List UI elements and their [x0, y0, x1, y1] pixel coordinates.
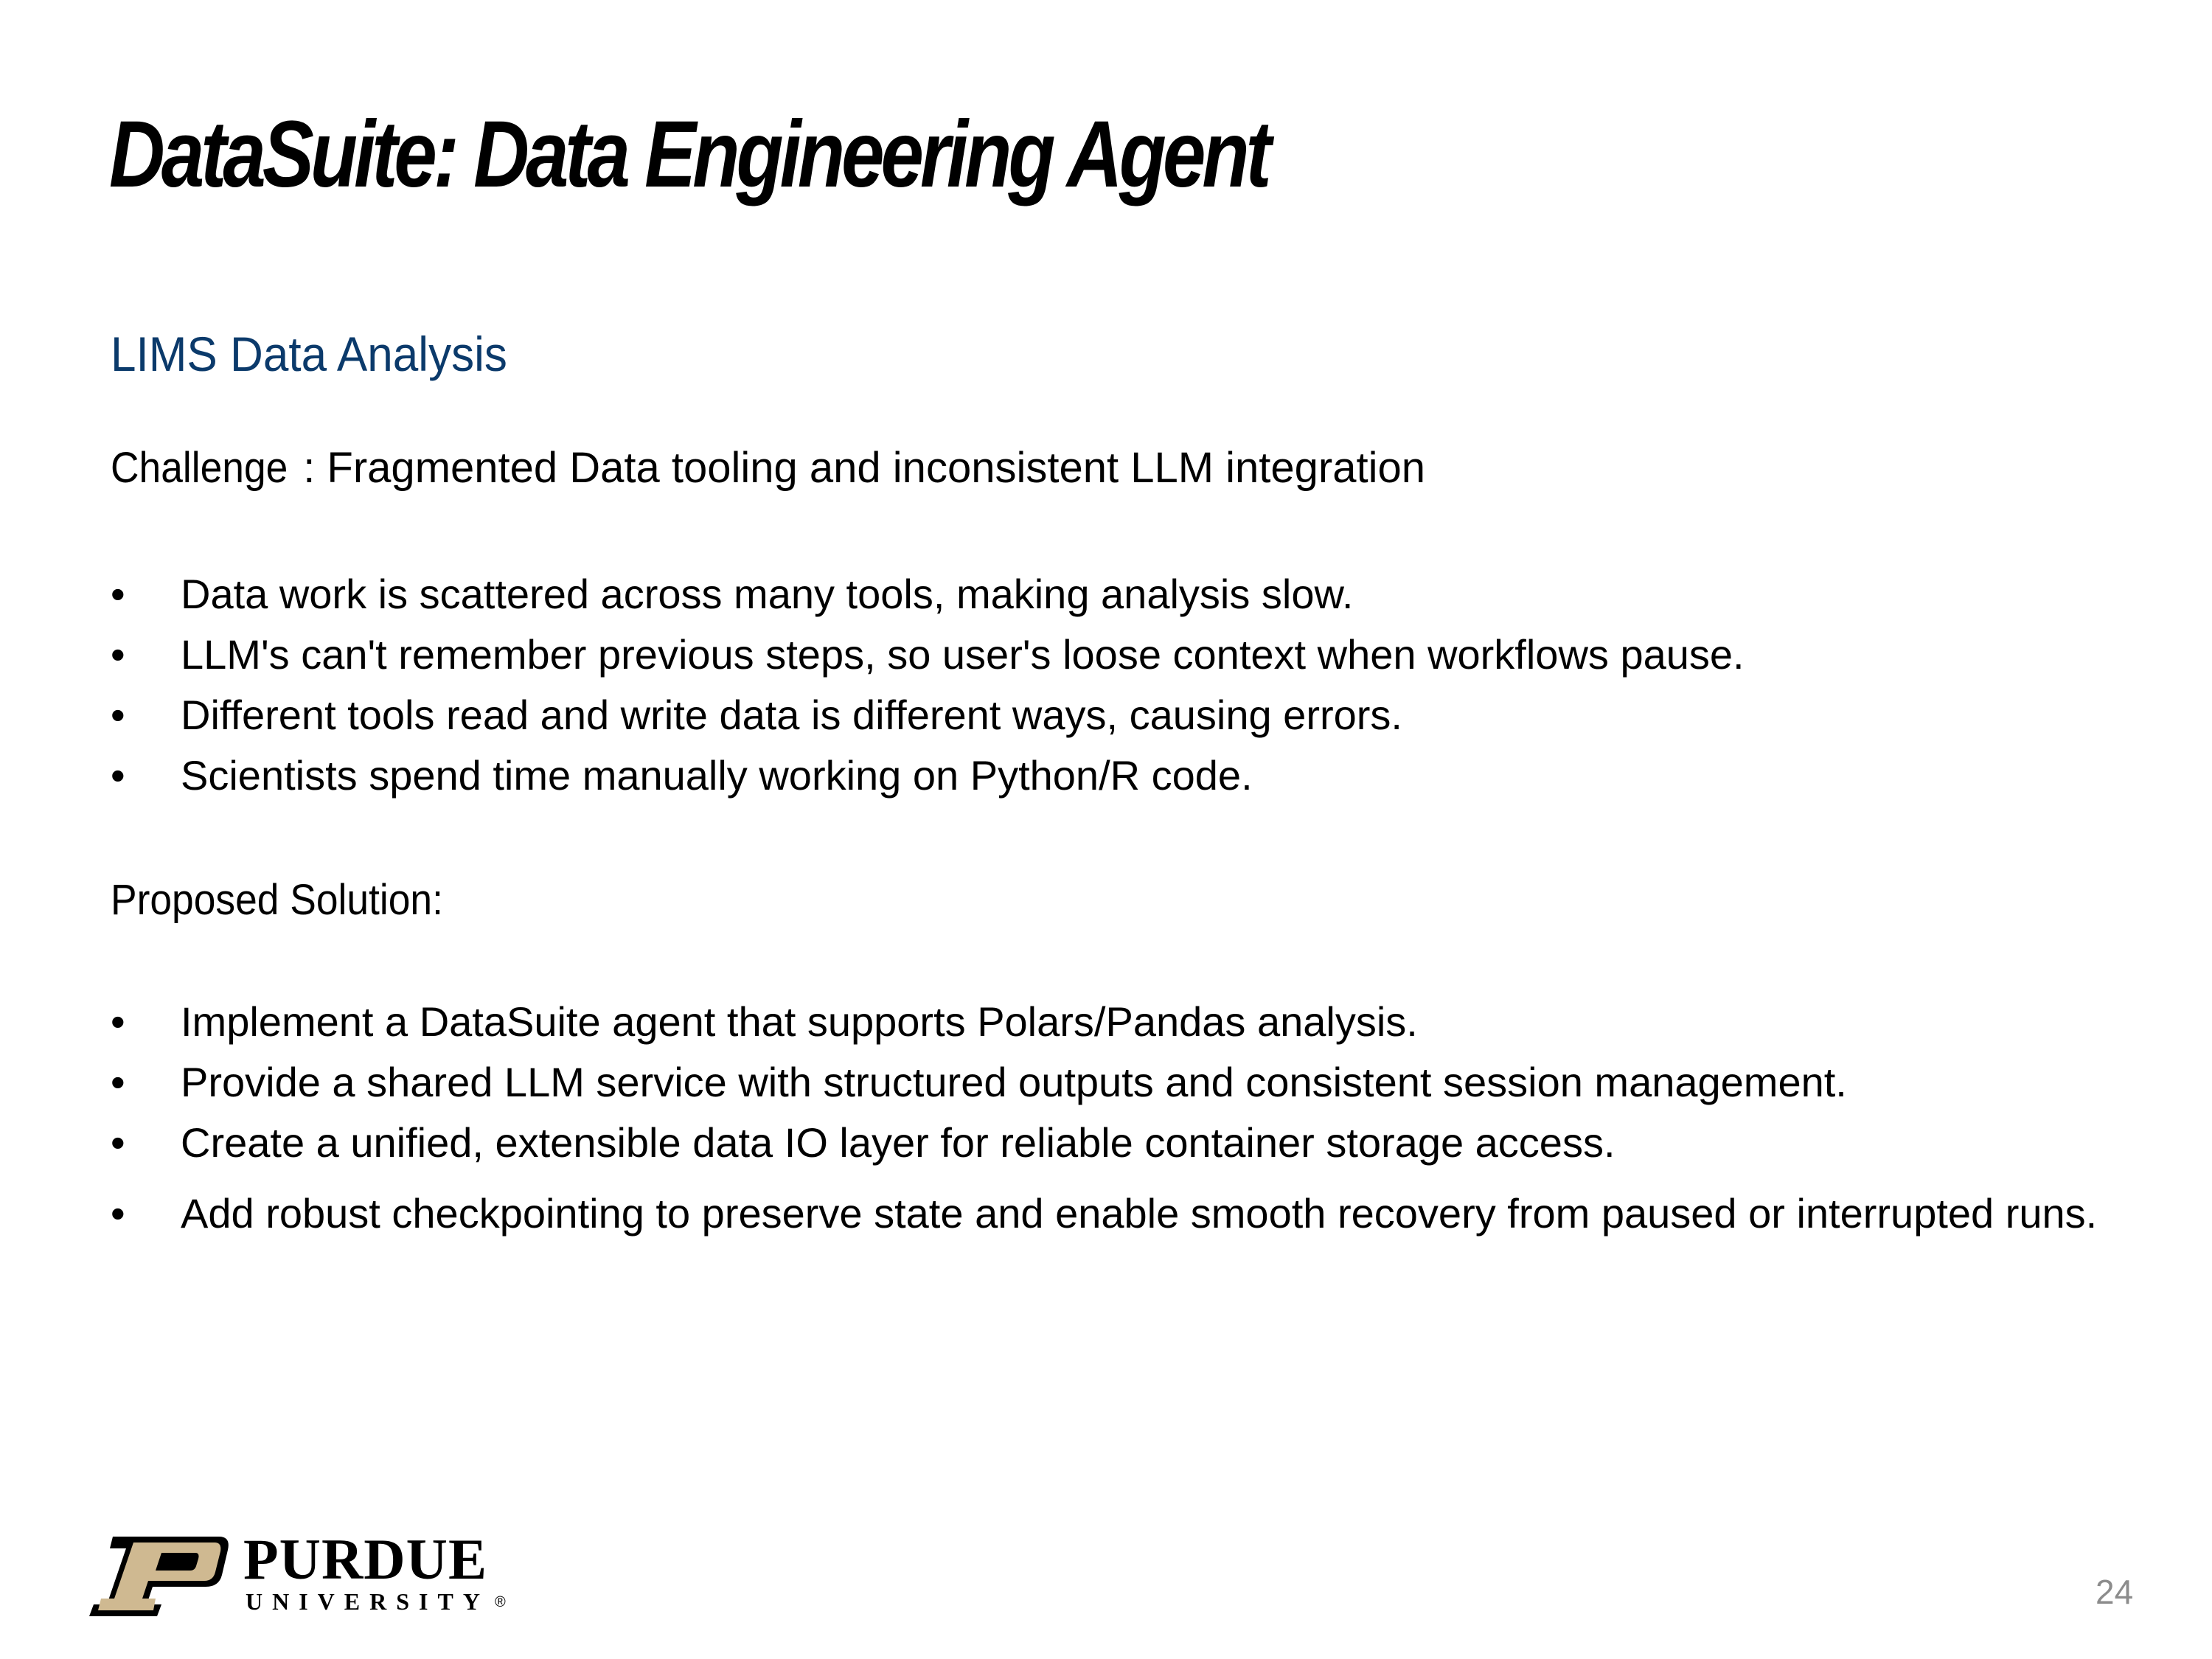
- bullet-icon: •: [111, 1119, 125, 1166]
- purdue-p-icon: [85, 1531, 232, 1619]
- list-item: [111, 571, 1745, 634]
- solution-heading: Proposed Solution:: [111, 876, 443, 924]
- list-item-text: Scientists spend time manually working on Python/R code.: [181, 752, 1253, 799]
- list-item-text: Different tools read and write data is different ways, causing errors.: [181, 692, 1402, 738]
- bullet-icon: •: [111, 692, 125, 738]
- list-item: [111, 998, 2135, 1062]
- list-item-text: Add robust checkpointing to preserve state and enable smooth recovery from paused or interrupted runs.: [181, 1190, 2098, 1237]
- bullet-icon: •: [111, 631, 125, 678]
- logo-wordmark: PURDUE: [243, 1527, 487, 1591]
- list-item: [111, 1059, 2135, 1122]
- list-item: [111, 1119, 2135, 1183]
- challenge-line: [111, 444, 1425, 492]
- registered-mark: ®: [495, 1594, 506, 1610]
- bullet-icon: •: [111, 1190, 125, 1237]
- list-item: [111, 631, 1745, 695]
- list-item: [111, 692, 1745, 755]
- bullet-icon: •: [111, 571, 125, 617]
- logo-subtext: UNIVERSITY: [246, 1588, 490, 1615]
- list-item: [111, 1183, 2135, 1243]
- bullet-icon: •: [111, 752, 125, 799]
- list-item-text: Implement a DataSuite agent that supports Polars/Pandas analysis.: [181, 998, 1418, 1045]
- bullet-icon: •: [111, 1059, 125, 1105]
- solution-heading-line: [111, 876, 472, 924]
- slide-title: DataSuite: Data Engineering Agent: [109, 102, 1268, 207]
- slide-subtitle: LIMS Data Analysis: [111, 327, 507, 381]
- list-item-text: Provide a shared LLM service with structured outputs and consistent session management.: [181, 1059, 1847, 1105]
- purdue-logo: [85, 1527, 512, 1619]
- solution-bullet-list: [111, 998, 2135, 1243]
- challenge-label: Challenge: [111, 444, 288, 492]
- bullet-icon: •: [111, 998, 125, 1045]
- list-item-text: Data work is scattered across many tools, making analysis slow.: [181, 571, 1354, 617]
- list-item-text: Create a unified, extensible data IO layer for reliable container storage access.: [181, 1119, 1615, 1166]
- list-item: [111, 752, 1745, 815]
- page-number: 24: [2096, 1573, 2134, 1611]
- challenge-bullet-list: [111, 571, 1745, 815]
- challenge-text: : Fragmented Data tooling and inconsistent LLM integration: [303, 444, 1425, 492]
- list-item-text: LLM's can't remember previous steps, so user's loose context when workflows pause.: [181, 631, 1745, 678]
